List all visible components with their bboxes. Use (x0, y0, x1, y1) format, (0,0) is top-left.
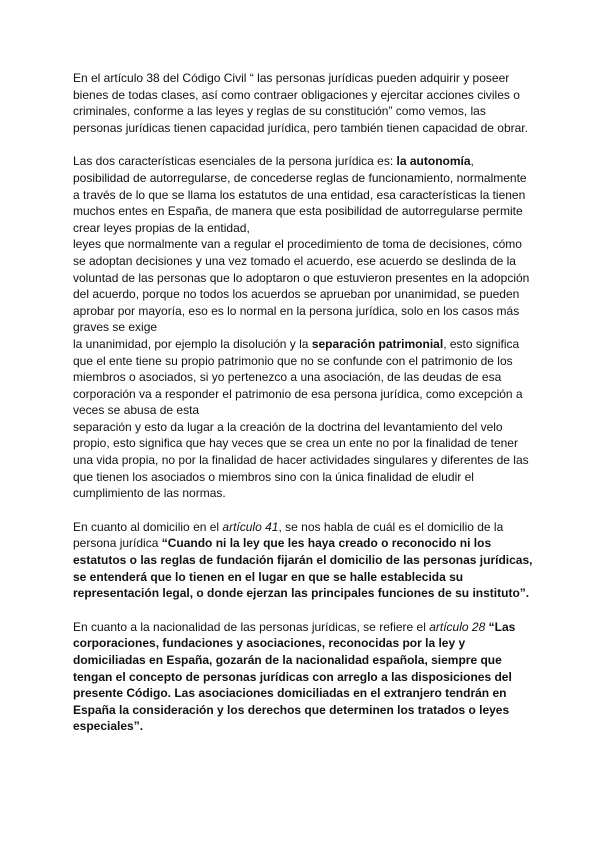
paragraph-text: , se nos habla de cuál es el domicilio de la persona jurídica (73, 519, 504, 551)
paragraph-civil-code-art-38 (73, 70, 533, 136)
italic-article-28: artículo 28 (429, 619, 486, 634)
paragraph-text: leyes que normalmente van a regular el procedimiento de toma de decisiones, cómo se adoptan decisiones y una vez tomado el acuerdo, ese acuerdo se deslinda de la voluntad de las personas que lo adoptaron o que estuvieron presentes en la adopción del acuerdo, porque no todos los acuerdos se aprueban por unanimidad, se pueden aprobar por mayoría, eso es lo normal en la persona jurídica, solo en los casos más graves se exige (73, 237, 530, 335)
paragraph-intro: En cuanto a la nacionalidad de las personas jurídicas, se refiere el (73, 619, 430, 634)
paragraph-characteristics (73, 153, 533, 501)
paragraph-intro: Las dos características esenciales de la persona jurídica es: (73, 154, 397, 169)
paragraph-text: separación y esto da lugar a la creación de la doctrina del levantamiento del velo propio, esto significa que hay veces que se crea un ente no por la finalidad de tener una vida propia, no por la finalidad de hacer actividades singulares y diferentes de las que tienen los asociados o miembros sino con la única finalidad de eludir el cumplimiento de las normas. (73, 419, 529, 501)
italic-article-41: artículo 41 (222, 519, 279, 534)
paragraph-nationality-art-28 (73, 619, 533, 735)
paragraph-intro: En cuanto al domicilio en el (73, 519, 223, 534)
paragraph-text: En el artículo 38 del Código Civil “ las personas jurídicas pueden adquirir y poseer bienes de todas clases, así como contraer obligaciones y ejercitar acciones civiles o criminales, conforme a las leyes y reglas de su constitución” como vemos, las personas jurídicas tienen capacidad jurídica, pero también tienen capacidad de obrar. (73, 71, 528, 135)
paragraph-domicile-art-41 (73, 519, 533, 602)
paragraph-text: , esto significa que el ente tiene su propio patrimonio que no se confunde con el patrimonio de los miembros o asociados, si yo pertenezco a una asociación, de las deudas de esa corporación va a responder el patrimonio de esa persona jurídica, como excepción a veces se abusa de esta (73, 336, 523, 418)
bold-quote-art-41: “Cuando ni la ley que les haya creado o reconocido ni los estatutos o las reglas de fundación fijarán el domicilio de las personas jurídicas, se entenderá que lo tienen en el lugar en que se halle establecida su representación legal, o donde ejerzan las principales funciones de su instituto”. (73, 536, 533, 601)
bold-autonomia: la autonomía (396, 154, 471, 169)
paragraph-text: la unanimidad, por ejemplo la disolución y la (73, 336, 312, 351)
bold-separacion-patrimonial: separación patrimonial (311, 336, 444, 351)
document-body (73, 70, 533, 752)
bold-quote-art-28: “Las corporaciones, fundaciones y asociaciones, reconocidas por la ley y domiciliadas en España, gozarán de la nacionalidad española, siempre que tengan el concepto de personas jurídicas con arreglo a las disposiciones del presente Código. Las asociaciones domiciliadas en el extranjero tendrán en España la consideración y los derechos que determinen los tratados o leyes especiales”. (73, 619, 516, 734)
paragraph-text: , posibilidad de autorregularse, de concederse reglas de funcionamiento, normalmente a través de lo que se llama los estatutos de una entidad, esa características la tienen muchos entes en España, de manera que esta posibilidad de autorregularse permite crear leyes propias de la entidad, (73, 154, 527, 235)
